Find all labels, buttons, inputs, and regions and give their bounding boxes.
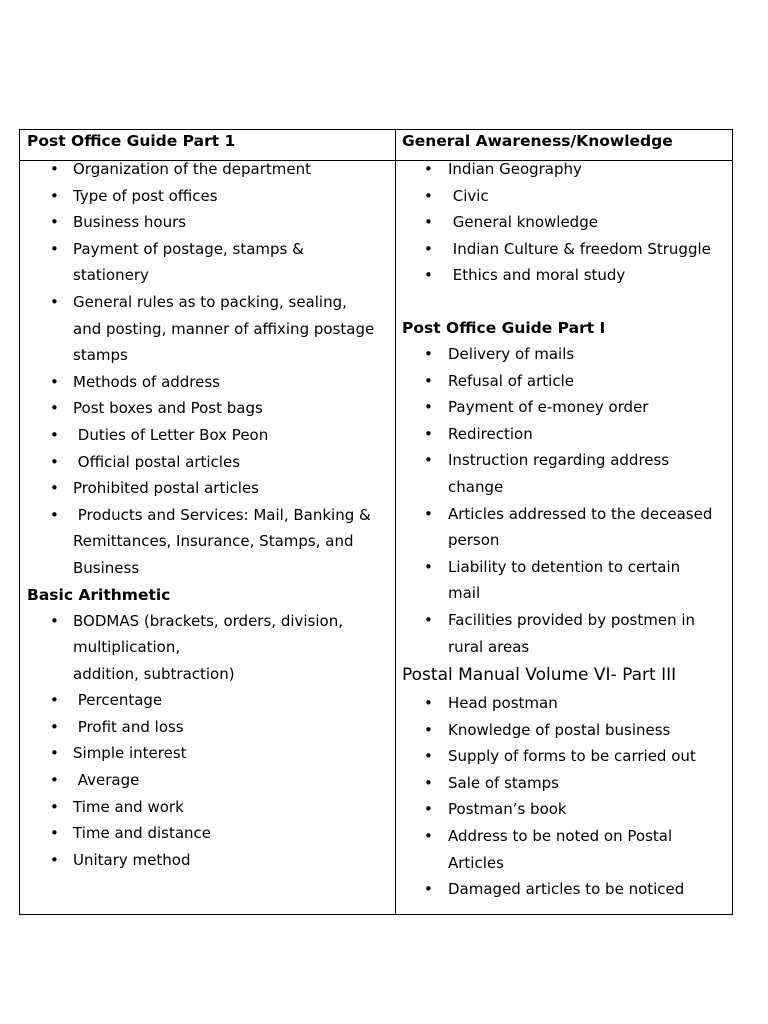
- bullet-icon: •: [424, 610, 433, 629]
- list-item: • Payment of e-money order: [396, 394, 733, 421]
- list-item-continuation: Business: [73, 558, 140, 577]
- bullet-icon: •: [424, 827, 433, 846]
- list-item: • Delivery of mails: [396, 341, 733, 368]
- right-column-header: General Awareness/Knowledge: [402, 132, 673, 150]
- list-item: • Unitary method: [20, 847, 395, 874]
- bullet-icon: •: [50, 186, 59, 205]
- list-item-continuation: Articles: [448, 853, 504, 872]
- bullet-icon: •: [50, 850, 59, 869]
- list-item: • Address to be noted on Postal: [396, 823, 733, 850]
- syllabus-table: [19, 129, 733, 915]
- bullet-icon: •: [424, 800, 433, 819]
- list-item-continuation: and posting, manner of affixing postage: [73, 319, 375, 338]
- bullet-icon: •: [50, 452, 59, 471]
- list-item: • Average: [20, 767, 395, 794]
- post-office-guide-part-i-title: Post Office Guide Part I: [402, 318, 606, 337]
- list-item: • Official postal articles: [20, 449, 395, 476]
- bullet-icon: •: [50, 717, 59, 736]
- bullet-icon: •: [424, 773, 433, 792]
- list-item: • Duties of Letter Box Peon: [20, 422, 395, 449]
- postal-manual-title: Postal Manual Volume VI- Part III: [402, 665, 677, 686]
- list-item-continuation: Remittances, Insurance, Stamps, and: [73, 532, 354, 551]
- list-item-continuation: stationery: [73, 266, 149, 285]
- list-item: • Redirection: [396, 421, 733, 448]
- bullet-icon: •: [424, 557, 433, 576]
- list-item: • General rules as to packing, sealing,: [20, 289, 395, 316]
- list-item: • Liability to detention to certain: [396, 554, 733, 581]
- bullet-icon: •: [424, 504, 433, 523]
- list-item-continuation: rural areas: [448, 637, 530, 656]
- bullet-icon: •: [50, 691, 59, 710]
- list-item: • Products and Services: Mail, Banking &: [20, 502, 395, 529]
- list-item-continuation: person: [448, 531, 500, 550]
- bullet-icon: •: [424, 344, 433, 363]
- list-item-continuation: addition, subtraction): [73, 664, 235, 683]
- list-item: • Profit and loss: [20, 714, 395, 741]
- bullet-icon: •: [50, 425, 59, 444]
- bullet-icon: •: [50, 479, 59, 498]
- left-column-header: Post Office Guide Part 1: [27, 132, 236, 150]
- list-item: • Indian Geography: [396, 156, 733, 183]
- bullet-icon: •: [50, 505, 59, 524]
- list-item-continuation: mail: [448, 584, 481, 603]
- list-item: • Organization of the department: [20, 156, 395, 183]
- bullet-icon: •: [50, 399, 59, 418]
- list-item: • Head postman: [396, 690, 733, 717]
- list-item: • Instruction regarding address: [396, 447, 733, 474]
- list-item-continuation: stamps: [73, 346, 128, 365]
- list-item: • Type of post offices: [20, 183, 395, 210]
- post-office-guide-part-i-list: [396, 341, 733, 660]
- list-item: • Civic: [396, 183, 733, 210]
- list-item: • Time and work: [20, 794, 395, 821]
- arithmetic-list: [20, 608, 395, 874]
- bullet-icon: •: [50, 771, 59, 790]
- bullet-icon: •: [50, 239, 59, 258]
- list-item: • Methods of address: [20, 369, 395, 396]
- list-item: • Postman’s book: [396, 796, 733, 823]
- list-item: • Ethics and moral study: [396, 262, 733, 289]
- bullet-icon: •: [424, 424, 433, 443]
- general-awareness-list: [396, 156, 733, 289]
- list-item: • Articles addressed to the deceased: [396, 501, 733, 528]
- list-item: • Business hours: [20, 209, 395, 236]
- bullet-icon: •: [424, 266, 433, 285]
- list-item: • Prohibited postal articles: [20, 475, 395, 502]
- bullet-icon: •: [424, 747, 433, 766]
- bullet-icon: •: [424, 720, 433, 739]
- list-item: • Percentage: [20, 687, 395, 714]
- bullet-icon: •: [50, 213, 59, 232]
- list-item: • Facilities provided by postmen in: [396, 607, 733, 634]
- bullet-icon: •: [50, 611, 59, 630]
- postal-manual-list: [396, 690, 733, 903]
- list-item: • General knowledge: [396, 209, 733, 236]
- bullet-icon: •: [424, 186, 433, 205]
- bullet-icon: •: [424, 694, 433, 713]
- bullet-icon: •: [424, 160, 433, 178]
- list-item: • Time and distance: [20, 820, 395, 847]
- bullet-icon: •: [424, 398, 433, 417]
- bullet-icon: •: [424, 371, 433, 390]
- list-item-continuation: multiplication,: [73, 638, 181, 657]
- list-item: • Post boxes and Post bags: [20, 395, 395, 422]
- bullet-icon: •: [50, 744, 59, 763]
- list-item: • Indian Culture & freedom Struggle: [396, 236, 733, 263]
- list-item: • Simple interest: [20, 740, 395, 767]
- list-item-continuation: change: [448, 477, 504, 496]
- list-item: • BODMAS (brackets, orders, division,: [20, 608, 395, 635]
- bullet-icon: •: [424, 213, 433, 232]
- list-item: • Refusal of article: [396, 368, 733, 395]
- bullet-icon: •: [50, 824, 59, 843]
- list-item: • Supply of forms to be carried out: [396, 743, 733, 770]
- right-column: [396, 130, 733, 903]
- bullet-icon: •: [424, 239, 433, 258]
- list-item: • Knowledge of postal business: [396, 717, 733, 744]
- bullet-icon: •: [50, 160, 59, 178]
- basic-arithmetic-title: Basic Arithmetic: [27, 585, 171, 604]
- bullet-icon: •: [50, 372, 59, 391]
- list-item: • Sale of stamps: [396, 770, 733, 797]
- list-item: • Payment of postage, stamps &: [20, 236, 395, 263]
- bullet-icon: •: [424, 451, 433, 470]
- list-item: • Damaged articles to be noticed: [396, 876, 733, 903]
- bullet-icon: •: [50, 292, 59, 311]
- left-column: [20, 130, 395, 873]
- bullet-icon: •: [424, 880, 433, 899]
- post-office-guide-list: [20, 156, 395, 582]
- bullet-icon: •: [50, 797, 59, 816]
